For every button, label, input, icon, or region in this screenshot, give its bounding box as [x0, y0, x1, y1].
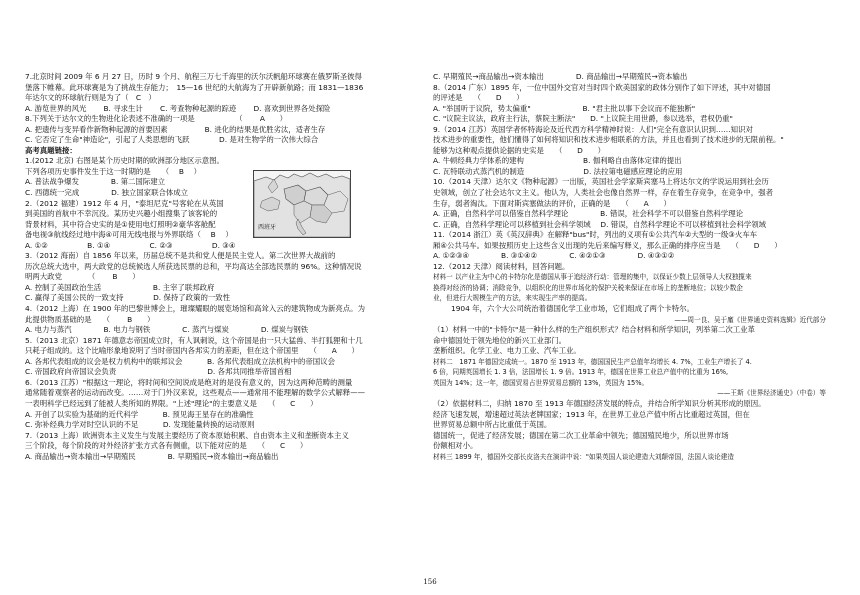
- text-line: A. ①② B. ①④ C. ②③ D. ③④: [25, 240, 236, 250]
- text-line: 命中德国处于领先地位的新兴工业部门。: [433, 335, 567, 345]
- text-line: 年达尔文的环球航行则是为了（ C ）: [25, 93, 156, 103]
- text-line: 10.（2014 天津）达尔文《物种起源》一出版，英国社会学家斯宾塞马上将达尔文的学说运用到社会历: [433, 177, 769, 187]
- text-line: 明两大政党 （ B ）: [25, 272, 140, 282]
- text-line: 能够为这种观点提供论据的史实是 （ D ）: [433, 145, 605, 155]
- text-line: 8.（2014 广东）1895 年，一位中国外交官对当时四个欧美国家的政体分别作了如下评述，其中对德国: [433, 82, 771, 92]
- text-line: 业，但进行大规模生产的方法，来实现生产率的提高。: [433, 294, 592, 303]
- text-line: 8.下列关于达尔文的生物进化论表述不准确的一项是 （ A ）: [25, 114, 288, 124]
- text-line: 6 倍，同期英国增长 1. 3 倍，法国增长 1. 9 倍。1913 年，德国在世界工业总产值中的比重为 16%,: [433, 368, 729, 377]
- text-line: 材料三 1899 年，德国外交部长皮洛夫在演讲中说："如果英国人谈论建造大刘颠帝国，法国人谈论建造: [433, 452, 734, 461]
- text-line: C. 早期殖民→商品输出→资本输出 D. 商品输出→早期殖民→资本输出: [433, 72, 688, 81]
- text-line: 高考真题链接：: [25, 145, 77, 155]
- text-line: 9.（2014 江苏）英国学者怀特海论及近代西方科学精神时说：人们"完全有意识认识到……知识对: [433, 124, 753, 134]
- text-line: 背景材料，其中符合史实的是①使用电灯照明②豪华客舱配: [25, 219, 216, 229]
- text-line: 世界贸易总额中所占比重低于英国。: [433, 420, 552, 430]
- text-line: A. 游览世界的风光 B. 寻求生计 C. 考查物种起源的踪迹 D. 喜欢到世界各处探险: [25, 103, 331, 113]
- text-line: 的评述是 （ D ）: [433, 93, 524, 103]
- text-line: 12.（2012 天津）阅读材料，回答问题。: [433, 261, 570, 271]
- text-line: A. 正确，自然科学可以借鉴自然科学理论 B. 错误，社会科学不可以借鉴自然科学理论: [433, 209, 743, 219]
- text-line: C. 瓦特联动式蒸汽机的制造 D. 法拉第电磁感应理论的应用: [433, 166, 683, 176]
- text-line: （1）材料一中的"卡特尔"是一种什么样的生产组织形式？结合材料和所学知识，列举第二次工业革: [433, 325, 755, 335]
- text-line: C. "议院主议法，政府主行法，蔡院主断法" D. "上议院主用世爵，参以选举，君权仍重": [433, 114, 733, 124]
- text-line: 6.（2013 江苏）"根据这一理论，将时间和空间说成是绝对的是没有意义的，因为这两种范畴的测量: [25, 377, 353, 387]
- europe-map-figure: [253, 170, 351, 238]
- text-line: A. 各邦代表组成的议会是权力机构中的联邦议会 B. 各邦代表组成立法机构中的帝国议会: [25, 356, 335, 366]
- right-column: [433, 72, 830, 462]
- text-line: 5.（2013 北京）1871 年德意志帝国成立时，有人讽刺说，这个帝国是由一只大猛兽、半打狐狸和十几: [25, 335, 363, 345]
- text-line: 德国统一，促进了经济发展；德国在第二次工业革命中领先；德国殖民地少，所以世界市场: [433, 430, 729, 440]
- text-line: 只耗子组成的。这个比喻形象地说明了当时帝国内各邦实力的差距，但在这个帝国里 （ A ）: [25, 346, 359, 356]
- text-line: C. 帝国政府向帝国议会负责 D. 各邦共同推举帝国首相: [25, 367, 292, 377]
- text-line: 11.（2014 浙江）英《英汉辞典》在解释"bus"时，列出的义项有①公共汽车②大型的一级③火车车: [433, 230, 758, 240]
- left-column: [25, 72, 422, 462]
- text-line: A. 控制了美国政治生活 B. 主宰了联邦政府: [25, 282, 215, 292]
- text-line: （2）依据材料二，归纳 1870 至 1913 年德国经济发展的特点，并结合所学知识分析其形成的原因。: [433, 398, 766, 408]
- text-line: 7.北京时间 2009 年 6 月 27 日，历时 9 个月、航程三万七千海里的沃尔沃帆船环球赛在俄罗斯圣彼得: [25, 72, 362, 81]
- text-line: 1904 年，六个大公司统治着德国化学工业市场，它们组成了两个卡特尔。: [451, 304, 694, 314]
- text-line: 堡落下帷幕。此环球赛是为了挑战生存能力； 15—16 世纪的大航海为了开辟新航路；而 1831—1836: [25, 82, 364, 92]
- text-line: 三个阶段，每个阶段的对外经济扩张方式各有侧重，以下能对应的是 （ C ）: [25, 441, 308, 451]
- text-line: 份额相对小。: [433, 441, 478, 451]
- text-line: C. 弥补经典力学对时空认识的不足 D. 发现能量转换的运动原则: [25, 420, 255, 430]
- text-line: 经济飞速发展，增速超过英法老牌国家；1913 年，在世界工业总产值中所占比重超过英国，但在: [433, 409, 750, 419]
- text-line: 通常随着观察者的运动而改变。……对于门外汉来说，这些观点——通常用不能理解的数学公式解释——: [25, 388, 365, 398]
- text-line: 到美国的首航中不幸沉没。某历史兴趣小组搜集了该客轮的: [25, 209, 218, 219]
- text-line: 英国为 14%；这一年，德国贸易占世界贸易总额的 13%，英国为 15%。: [433, 378, 649, 387]
- text-line: 4.（2012 上海）在 1900 年的巴黎世博会上，璀璨耀眼的展览场馆和高耸入云的建筑物成为新亮点。为: [25, 304, 365, 314]
- text-line: C. 赢得了美国公民的一致支持 D. 保持了政策的一致性: [25, 293, 231, 303]
- text-line: ——王斯《世界经济通史》（中卷）等: [717, 389, 826, 398]
- text-line: C. 正确，自然科学理论可以移植到社会科学领域 D. 错误，自然科学理论不可以移植到社会科学领域: [433, 219, 767, 229]
- text-line: A. 商品输出→资本输出→早期殖民 B. 早期殖民→资本输出→商品输出: [25, 451, 279, 461]
- text-line: A. 开创了以实验为基础的近代科学 B. 预见海王星存在的准确性: [25, 409, 254, 419]
- text-line: 材料一 以产业主为中心的卡特尔化是德国从事于追经济行动：管理的集中，以保证少数上层领导人大权独揽来: [433, 273, 752, 282]
- text-line: A. 普法战争爆发 B. 第二国际建立: [25, 177, 165, 187]
- text-line: A. ①②③④ B. ③①④② C. ④②①③ D. ④③①②: [433, 251, 675, 261]
- text-line: 7.（2013 上海）欧洲资本主义发生与发展主要经历了资本原始积累、自由资本主义和垄断资本主义: [25, 430, 349, 440]
- text-line: 此提供物质基础的是 （ B ）: [25, 314, 155, 324]
- text-line: 生存，弱者淘汰。下面对斯宾塞做法的评价，正确的是 （ A ）: [433, 198, 671, 208]
- text-line: C. 西德统一完成 D. 独立国家联合体成立: [25, 188, 189, 198]
- text-line: 材料二 1871 年德国完成统一。1870 至 1913 年，德国国民生产总值年均增长 4. 7%，工业生产增长了 4.: [433, 357, 752, 366]
- text-line: 3.（2012 海南）自 1856 年以来，历届总统不是共和党人便是民主党人。第二次世界大战前的: [25, 251, 336, 261]
- text-line: 2.（2012 福建）1912 年 4 月，"泰坦尼克"号客轮在从英国: [25, 198, 224, 208]
- text-line: 换得对经济的协调；消除竞争，以组织化的世界市场化的保护关税来保证在市场上的垄断地位；以较少数企: [433, 283, 743, 292]
- text-line: 技术进步的重要性，他们懂得了如何将知识和技术进步相联系的方法，并且也看到了技术进步的无限前程。": [433, 135, 784, 145]
- text-line: 备电视③航线经过地中海④可用无线电报与外界联络（ B ）: [25, 230, 233, 240]
- text-line: 下列各项历史事件发生于这一时期的是 （ B ）: [25, 166, 202, 176]
- text-line: 史领域，创立了社会达尔文主义。他认为，人类社会也像自然界一样，存在着生存竞争，在竞争中，强者: [433, 188, 773, 198]
- text-line: A. 牛顿经典力学体系的建构 B. 伽利略自由落体定律的提出: [433, 156, 682, 166]
- text-line: ——周一良、吴于廑《世界通史资料选辑》近代部分: [674, 315, 826, 324]
- text-line: 1.(2012 北京) 右图是某个历史时期的欧洲部分地区示意图。: [25, 156, 224, 166]
- text-line: 厢④公共马车。如果按照历史上这些含义出现的先后来编写释义，那么正确的排序应当是 （ D ）: [433, 240, 782, 250]
- text-line: 一表明科学已经远到了能被人类所知的界限。"上述"理论"的主要意义是 （ C ）: [25, 398, 318, 408]
- text-line: C. 它否定了生命"神造论"，引起了人类思想的飞跃 D. 是对生物学的一次伟大综合: [25, 135, 319, 145]
- text-line: 垄断组织。化学工业、电力工业、汽车工业。: [433, 346, 581, 356]
- text-line: 历次总统大选中，两大政党的总统候选人所获选民票的总和，平均高达全部选民票的 96%。这种情况说: [25, 261, 362, 271]
- text-line: A. 把遗传与变异看作新物种起源的首要因素 B. 进化的结果是优胜劣汰，适者生存: [25, 124, 326, 134]
- map-label-spain: 西班牙: [258, 224, 277, 231]
- text-line: A. "举国听于议院，势太偏重" B. "君主批以事下会议而不能独断": [433, 103, 696, 113]
- text-line: A. 电力与蒸汽 B. 电力与钢铁 C. 蒸汽与煤炭 D. 煤炭与钢铁: [25, 325, 309, 335]
- page-number: 156: [423, 578, 437, 586]
